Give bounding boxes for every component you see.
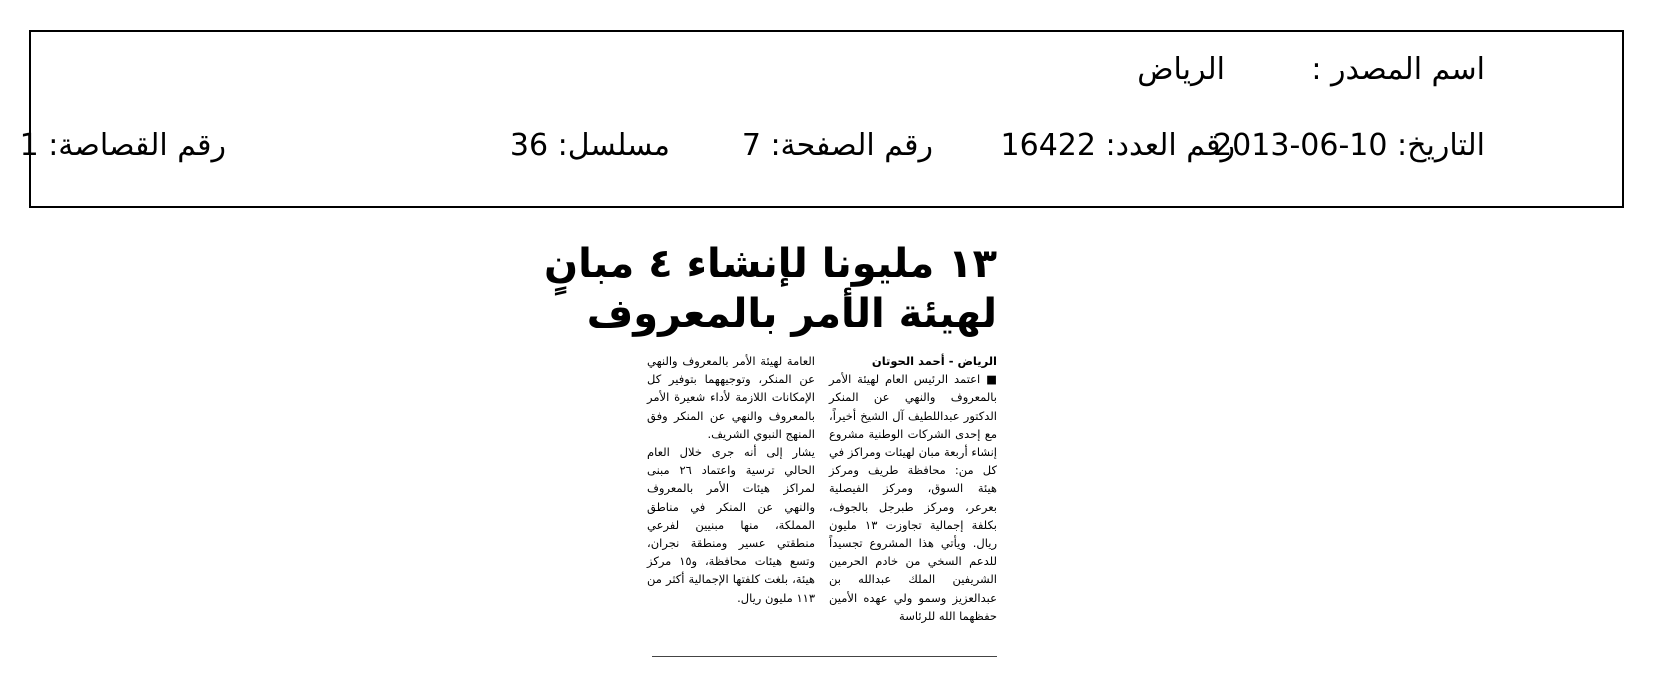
page-number-field: رقم الصفحة: 7 [741,128,933,163]
clipping-bottom-rule [652,656,997,657]
issue-number-field: رقم العدد: 16422 [1000,128,1235,163]
source-value: الرياض [1137,52,1225,87]
source-label: اسم المصدر : [1311,52,1485,87]
headline-line-2: لهيئة الأمر بالمعروف [586,291,997,337]
headline-line-1: ١٣ مليونا لإنشاء ٤ مبانٍ [544,241,997,287]
clipping-number-field: رقم القصاصة: 1 [19,128,226,163]
article-paragraph: العامة لهيئة الأمر بالمعروف والنهي عن المنكر، وتوجيههما بتوفير كل الإمكانات اللازمة لأداء شعيرة الأمر بالمعروف والنهي عن المنكر وفق المنهج النبوي الشريف. [647,354,815,441]
byline: الرياض - أحمد الحوتان [871,354,997,368]
article-column-right [829,352,997,625]
serial-field: مسلسل: 36 [509,128,670,163]
article-column-left [647,352,815,607]
date-field: التاريخ: 10-06-2013 [1213,128,1485,163]
article-paragraph: يشار إلى أنه جرى خلال العام الحالي ترسية واعتماد ٢٦ مبنى لمراكز هيئات الأمر بالمعروف والنهي عن المنكر في مناطق المملكة، منها مبنيين لفرعي منطقتي عسير ومنطقة نجران، وتسع هيئات محافظة، و١٥ مركز هيئة، بلغت كلفتها الإجمالية أكثر من ١١٣ مليون ريال. [647,445,816,605]
newspaper-clipping [544,240,997,666]
article-body-right: ■ اعتمد الرئيس العام لهيئة الأمر بالمعروف والنهي عن المنكر الدكتور عبداللطيف آل الشيخ أخيراً، مع إحدى الشركات الوطنية مشروع إنشاء أربعة مبان لهيئات ومراكز في كل من: محافظة طريف ومركز هيئة السوق، ومركز الفيصلية بعرعر، ومركز طبرجل بالجوف، بكلفة إجمالية تجاوزت ١٣ مليون ريال. ويأتي هذا المشروع تجسيداً للدعم السخي من خادم الحرمين الشريفين الملك عبدالله بن عبدالعزيز وسمو ولي عهده الأمين حفظهما الله للرئاسة [829,372,997,623]
